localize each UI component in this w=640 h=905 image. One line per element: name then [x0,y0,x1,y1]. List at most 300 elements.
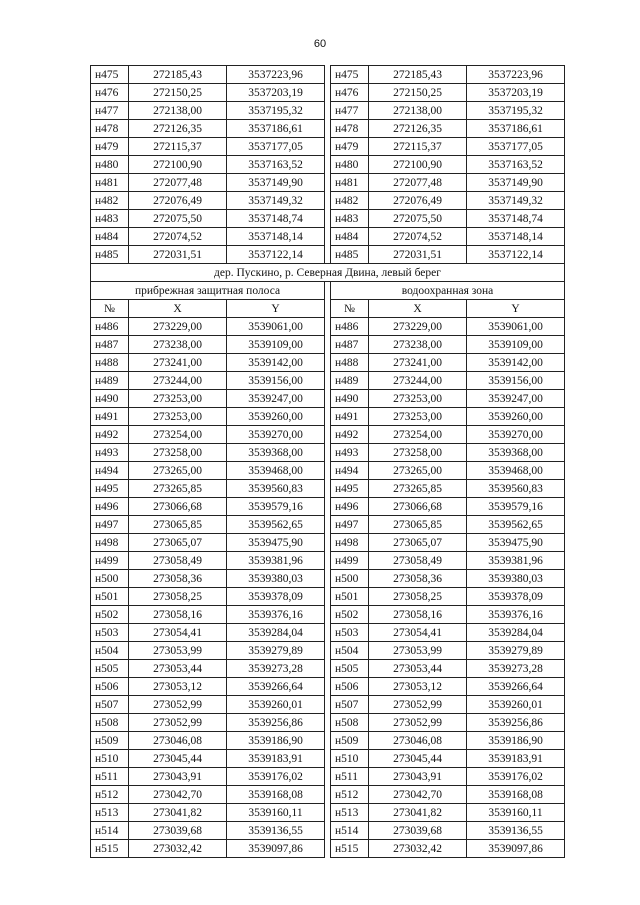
table-row [91,534,565,552]
x-value: 273258,00 [129,444,227,462]
point-id: н501 [91,588,129,606]
y-value: 3539273,28 [467,660,565,678]
x-value: 272076,49 [129,192,227,210]
point-id: н492 [331,426,369,444]
x-value: 273053,99 [129,642,227,660]
x-value: 273258,00 [369,444,467,462]
x-value: 273039,68 [129,822,227,840]
point-id: н505 [91,660,129,678]
x-value: 272138,00 [369,102,467,120]
y-value: 3539381,96 [227,552,325,570]
x-value: 273244,00 [129,372,227,390]
table-row [91,822,565,840]
table-row [91,318,565,336]
table-row [91,750,565,768]
point-id: н479 [91,138,129,156]
x-value: 272115,37 [369,138,467,156]
y-value: 3539562,65 [227,516,325,534]
point-id: н498 [91,534,129,552]
x-value: 272126,35 [369,120,467,138]
point-id: н503 [331,624,369,642]
header-y: Y [227,300,325,318]
y-value: 3539097,86 [467,840,565,858]
point-id: н511 [91,768,129,786]
x-value: 272077,48 [369,174,467,192]
point-id: н507 [331,696,369,714]
x-value: 273265,00 [129,462,227,480]
x-value: 273032,42 [369,840,467,858]
point-id: н489 [331,372,369,390]
x-value: 272150,25 [369,84,467,102]
x-value: 273042,70 [369,786,467,804]
point-id: н491 [91,408,129,426]
y-value: 3539381,96 [467,552,565,570]
point-id: н505 [331,660,369,678]
y-value: 3537163,52 [227,156,325,174]
x-value: 273254,00 [129,426,227,444]
y-value: 3539256,86 [467,714,565,732]
x-value: 273065,85 [369,516,467,534]
table-row [91,444,565,462]
y-value: 3539376,16 [467,606,565,624]
table-row [91,336,565,354]
y-value: 3537149,90 [467,174,565,192]
y-value: 3537148,14 [467,228,565,246]
y-value: 3539284,04 [227,624,325,642]
y-value: 3539376,16 [227,606,325,624]
x-value: 273052,99 [369,696,467,714]
y-value: 3539156,00 [467,372,565,390]
table-row [91,696,565,714]
point-id: н485 [331,246,369,264]
y-value: 3539256,86 [227,714,325,732]
x-value: 273253,00 [369,408,467,426]
y-value: 3537149,90 [227,174,325,192]
x-value: 272031,51 [129,246,227,264]
y-value: 3539380,03 [227,570,325,588]
x-value: 273052,99 [369,714,467,732]
x-value: 272150,25 [129,84,227,102]
x-value: 272100,90 [129,156,227,174]
point-id: н481 [331,174,369,192]
point-id: н495 [91,480,129,498]
y-value: 3539186,90 [467,732,565,750]
point-id: н515 [91,840,129,858]
header-x: X [129,300,227,318]
y-value: 3537148,74 [227,210,325,228]
y-value: 3537122,14 [467,246,565,264]
table-row [91,840,565,858]
y-value: 3539061,00 [467,318,565,336]
y-value: 3537177,05 [227,138,325,156]
point-id: н493 [91,444,129,462]
y-value: 3539061,00 [227,318,325,336]
table-row [91,210,565,228]
y-value: 3537149,32 [467,192,565,210]
point-id: н512 [331,786,369,804]
x-value: 273265,00 [369,462,467,480]
point-id: н486 [91,318,129,336]
point-id: н492 [91,426,129,444]
point-id: н493 [331,444,369,462]
point-id: н483 [331,210,369,228]
point-id: н486 [331,318,369,336]
x-value: 273046,08 [369,732,467,750]
x-value: 273041,82 [129,804,227,822]
x-value: 273052,99 [129,714,227,732]
x-value: 272126,35 [129,120,227,138]
point-id: н496 [91,498,129,516]
point-id: н513 [331,804,369,822]
x-value: 272074,52 [369,228,467,246]
point-id: н477 [91,102,129,120]
x-value: 273058,49 [369,552,467,570]
header-number: № [331,300,369,318]
table-row [91,138,565,156]
y-value: 3539270,00 [467,426,565,444]
y-value: 3539560,83 [467,480,565,498]
table-row [91,588,565,606]
point-id: н499 [331,552,369,570]
x-value: 273065,07 [129,534,227,552]
x-value: 273254,00 [369,426,467,444]
x-value: 273066,68 [369,498,467,516]
y-value: 3539475,90 [227,534,325,552]
point-id: н503 [91,624,129,642]
y-value: 3539266,64 [227,678,325,696]
table-row [91,804,565,822]
y-value: 3539579,16 [227,498,325,516]
point-id: н510 [331,750,369,768]
point-id: н478 [91,120,129,138]
y-value: 3539475,90 [467,534,565,552]
x-value: 273253,00 [129,408,227,426]
point-id: н507 [91,696,129,714]
y-value: 3537163,52 [467,156,565,174]
x-value: 273043,91 [129,768,227,786]
table-row [91,426,565,444]
y-value: 3539260,00 [227,408,325,426]
section-title: дер. Пускино, р. Северная Двина, левый берег [91,264,565,282]
x-value: 272074,52 [129,228,227,246]
x-value: 273241,00 [129,354,227,372]
x-value: 273046,08 [129,732,227,750]
y-value: 3539562,65 [467,516,565,534]
y-value: 3539378,09 [467,588,565,606]
table-row [91,174,565,192]
x-value: 273238,00 [369,336,467,354]
y-value: 3537195,32 [227,102,325,120]
table-row [91,552,565,570]
y-value: 3539168,08 [467,786,565,804]
table-row [91,156,565,174]
table-row [91,516,565,534]
x-value: 272075,50 [369,210,467,228]
point-id: н479 [331,138,369,156]
point-id: н506 [91,678,129,696]
x-value: 272115,37 [129,138,227,156]
y-value: 3539260,00 [467,408,565,426]
y-value: 3537148,74 [467,210,565,228]
y-value: 3539279,89 [227,642,325,660]
table-row [91,408,565,426]
y-value: 3539183,91 [467,750,565,768]
point-id: н475 [91,66,129,84]
table-row [91,480,565,498]
x-value: 273053,12 [129,678,227,696]
x-value: 273229,00 [129,318,227,336]
point-id: н488 [331,354,369,372]
point-id: н508 [331,714,369,732]
y-value: 3539186,90 [227,732,325,750]
point-id: н501 [331,588,369,606]
bottom-rows [91,318,565,858]
left-zone-title: прибрежная защитная полоса [91,282,325,300]
x-value: 273053,12 [369,678,467,696]
y-value: 3537186,61 [467,120,565,138]
point-id: н487 [331,336,369,354]
point-id: н482 [331,192,369,210]
x-value: 273039,68 [369,822,467,840]
x-value: 273065,07 [369,534,467,552]
x-value: 273241,00 [369,354,467,372]
page-number: 60 [313,38,327,50]
point-id: н510 [91,750,129,768]
x-value: 273058,25 [369,588,467,606]
x-value: 273053,44 [369,660,467,678]
x-value: 273043,91 [369,768,467,786]
y-value: 3539270,00 [227,426,325,444]
table-row [91,84,565,102]
point-id: н514 [91,822,129,840]
point-id: н512 [91,786,129,804]
x-value: 272100,90 [369,156,467,174]
point-id: н498 [331,534,369,552]
x-value: 273253,00 [129,390,227,408]
x-value: 272031,51 [369,246,467,264]
x-value: 273041,82 [369,804,467,822]
point-id: н515 [331,840,369,858]
y-value: 3539468,00 [227,462,325,480]
y-value: 3539260,01 [227,696,325,714]
table-row [91,714,565,732]
point-id: н483 [91,210,129,228]
y-value: 3539109,00 [467,336,565,354]
y-value: 3539156,00 [227,372,325,390]
point-id: н506 [331,678,369,696]
x-value: 273045,44 [369,750,467,768]
y-value: 3539142,00 [467,354,565,372]
y-value: 3537122,14 [227,246,325,264]
point-id: н494 [331,462,369,480]
table-row [91,660,565,678]
y-value: 3539160,11 [467,804,565,822]
point-id: н511 [331,768,369,786]
y-value: 3539176,02 [227,768,325,786]
x-value: 273054,41 [369,624,467,642]
y-value: 3537203,19 [467,84,565,102]
table-row [91,192,565,210]
y-value: 3539136,55 [227,822,325,840]
x-value: 273058,16 [369,606,467,624]
table-row [91,102,565,120]
point-id: н481 [91,174,129,192]
x-value: 273045,44 [129,750,227,768]
point-id: н500 [91,570,129,588]
x-value: 273058,25 [129,588,227,606]
point-id: н500 [331,570,369,588]
point-id: н499 [91,552,129,570]
x-value: 273065,85 [129,516,227,534]
y-value: 3539380,03 [467,570,565,588]
x-value: 273066,68 [129,498,227,516]
x-value: 273058,36 [129,570,227,588]
y-value: 3537149,32 [227,192,325,210]
point-id: н509 [331,732,369,750]
x-value: 272185,43 [369,66,467,84]
point-id: н484 [331,228,369,246]
table-row [91,624,565,642]
point-id: н502 [331,606,369,624]
point-id: н508 [91,714,129,732]
point-id: н513 [91,804,129,822]
x-value: 272077,48 [129,174,227,192]
table-row [91,120,565,138]
point-id: н482 [91,192,129,210]
y-value: 3539378,09 [227,588,325,606]
y-value: 3539560,83 [227,480,325,498]
y-value: 3539468,00 [467,462,565,480]
table-row [91,678,565,696]
y-value: 3539183,91 [227,750,325,768]
top-rows [91,66,565,264]
point-id: н475 [331,66,369,84]
table-row [91,498,565,516]
y-value: 3539266,64 [467,678,565,696]
y-value: 3539247,00 [227,390,325,408]
y-value: 3539168,08 [227,786,325,804]
y-value: 3537195,32 [467,102,565,120]
x-value: 272076,49 [369,192,467,210]
x-value: 273032,42 [129,840,227,858]
y-value: 3537203,19 [227,84,325,102]
y-value: 3539368,00 [467,444,565,462]
point-id: н480 [91,156,129,174]
x-value: 273052,99 [129,696,227,714]
point-id: н491 [331,408,369,426]
y-value: 3539109,00 [227,336,325,354]
table-row [91,354,565,372]
point-id: н487 [91,336,129,354]
x-value: 273058,16 [129,606,227,624]
y-value: 3539260,01 [467,696,565,714]
point-id: н484 [91,228,129,246]
right-zone-title: водоохранная зона [331,282,565,300]
point-id: н480 [331,156,369,174]
table-row [91,732,565,750]
y-value: 3539284,04 [467,624,565,642]
table-row [91,642,565,660]
point-id: н489 [91,372,129,390]
x-value: 273265,85 [369,480,467,498]
point-id: н504 [331,642,369,660]
coordinates-table [90,65,565,858]
y-value: 3539368,00 [227,444,325,462]
table-row [91,390,565,408]
y-value: 3539579,16 [467,498,565,516]
x-value: 273054,41 [129,624,227,642]
y-value: 3537186,61 [227,120,325,138]
point-id: н478 [331,120,369,138]
point-id: н488 [91,354,129,372]
x-value: 273253,00 [369,390,467,408]
x-value: 272075,50 [129,210,227,228]
table-row [91,66,565,84]
table-row [91,768,565,786]
x-value: 273229,00 [369,318,467,336]
table-row [91,786,565,804]
y-value: 3537148,14 [227,228,325,246]
y-value: 3539097,86 [227,840,325,858]
point-id: н496 [331,498,369,516]
y-value: 3539160,11 [227,804,325,822]
x-value: 273265,85 [129,480,227,498]
x-value: 273053,99 [369,642,467,660]
point-id: н504 [91,642,129,660]
point-id: н497 [91,516,129,534]
point-id: н490 [91,390,129,408]
point-id: н502 [91,606,129,624]
table-row [91,228,565,246]
x-value: 273244,00 [369,372,467,390]
point-id: н476 [91,84,129,102]
table-row [91,606,565,624]
x-value: 273058,49 [129,552,227,570]
y-value: 3539247,00 [467,390,565,408]
header-number: № [91,300,129,318]
x-value: 272185,43 [129,66,227,84]
point-id: н485 [91,246,129,264]
table-row [91,372,565,390]
y-value: 3539273,28 [227,660,325,678]
point-id: н495 [331,480,369,498]
x-value: 273238,00 [129,336,227,354]
header-y: Y [467,300,565,318]
point-id: н490 [331,390,369,408]
table-row [91,570,565,588]
x-value: 272138,00 [129,102,227,120]
x-value: 273058,36 [369,570,467,588]
y-value: 3537223,96 [227,66,325,84]
y-value: 3539142,00 [227,354,325,372]
point-id: н476 [331,84,369,102]
y-value: 3539136,55 [467,822,565,840]
point-id: н477 [331,102,369,120]
point-id: н494 [91,462,129,480]
y-value: 3537223,96 [467,66,565,84]
y-value: 3539176,02 [467,768,565,786]
header-x: X [369,300,467,318]
y-value: 3537177,05 [467,138,565,156]
x-value: 273042,70 [129,786,227,804]
table-row [91,462,565,480]
section-header [91,264,565,318]
point-id: н514 [331,822,369,840]
y-value: 3539279,89 [467,642,565,660]
table-row [91,246,565,264]
point-id: н497 [331,516,369,534]
point-id: н509 [91,732,129,750]
